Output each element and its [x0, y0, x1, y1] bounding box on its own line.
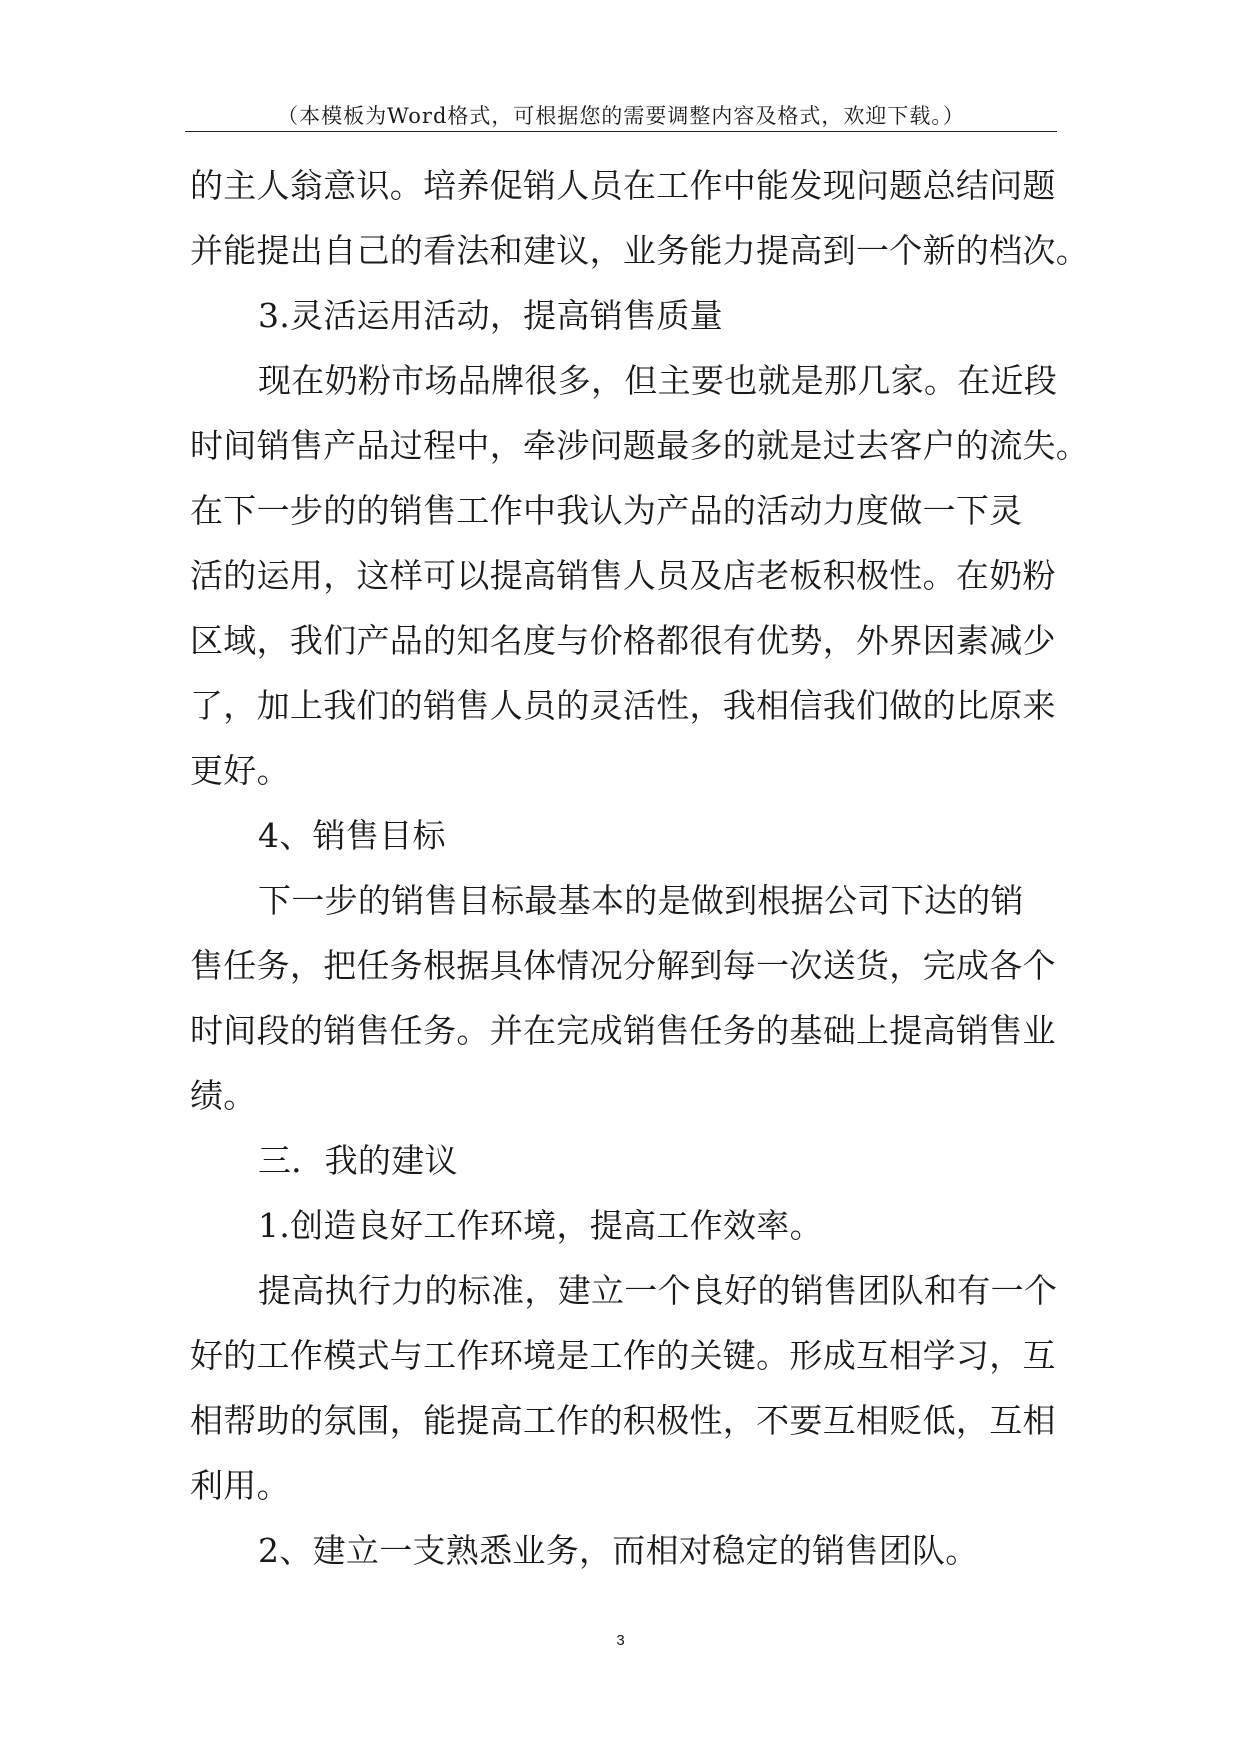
body-line: 售任务，把任务根据具体情况分解到每一次送货，完成各个 [190, 946, 1056, 985]
header-divider [185, 131, 1057, 132]
body-line: 相帮助的氛围，能提高工作的积极性，不要互相贬低，互相 [190, 1401, 1056, 1440]
body-line: 下一步的销售目标最基本的是做到根据公司下达的销 [258, 881, 1024, 920]
body-line: 区域，我们产品的知名度与价格都很有优势，外界因素减少 [190, 621, 1056, 660]
body-line: 好的工作模式与工作环境是工作的关键。形成互相学习，互 [190, 1336, 1056, 1375]
body-line: 活的运用，这样可以提高销售人员及店老板积极性。在奶粉 [190, 556, 1056, 595]
body-line: 时间销售产品过程中，牵涉问题最多的就是过去客户的流失。 [190, 426, 1090, 465]
body-line: 时间段的销售任务。并在完成销售任务的基础上提高销售业 [190, 1011, 1056, 1050]
section-heading: 3.灵活运用活动，提高销售质量 [258, 296, 723, 335]
section-heading: 三．我的建议 [258, 1141, 458, 1180]
body-line: 了，加上我们的销售人员的灵活性，我相信我们做的比原来 [190, 686, 1056, 725]
page-header-note: （本模板为Word格式，可根据您的需要调整内容及格式，欢迎下载。） [277, 104, 965, 128]
body-line: 利用。 [190, 1466, 290, 1505]
body-line: 的主人翁意识。培养促销人员在工作中能发现问题总结问题 [190, 166, 1056, 205]
body-line: 现在奶粉市场品牌很多，但主要也就是那几家。在近段 [258, 361, 1058, 400]
body-line: 在下一步的的销售工作中我认为产品的活动力度做一下灵 [190, 491, 1023, 530]
body-line: 绩。 [190, 1076, 257, 1115]
section-heading: 4、销售目标 [258, 816, 446, 855]
section-heading: 2、建立一支熟悉业务，而相对稳定的销售团队。 [258, 1531, 979, 1570]
section-heading: 1.创造良好工作环境，提高工作效率。 [258, 1206, 823, 1245]
page-number: 3 [616, 1632, 625, 1649]
body-line: 并能提出自己的看法和建议，业务能力提高到一个新的档次。 [190, 231, 1090, 270]
body-line: 提高执行力的标准，建立一个良好的销售团队和有一个 [258, 1271, 1058, 1310]
body-line: 更好。 [190, 751, 290, 790]
